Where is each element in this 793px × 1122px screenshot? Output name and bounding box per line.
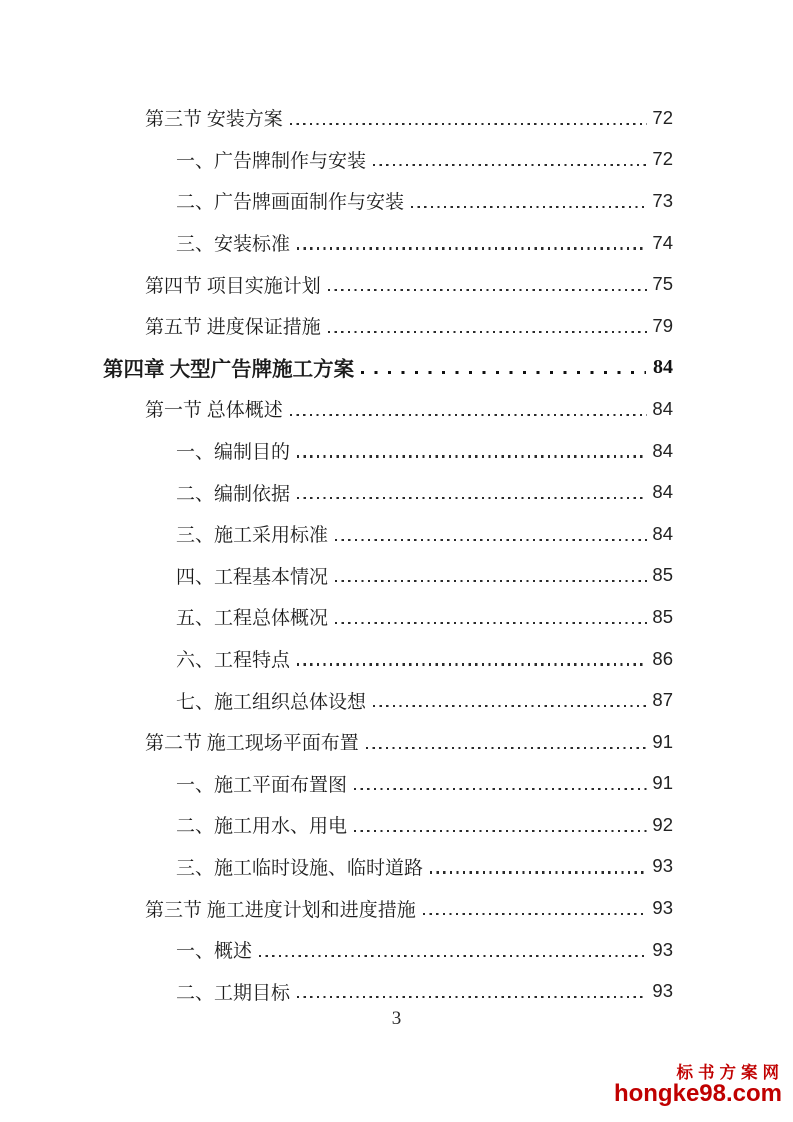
toc-list: [103, 97, 673, 1012]
toc-entry-page: 79: [652, 314, 673, 336]
dot-leader: [373, 705, 647, 707]
toc-entry[interactable]: [103, 846, 673, 888]
toc-entry[interactable]: [103, 263, 673, 305]
toc-entry[interactable]: [103, 763, 673, 805]
toc-entry-label: 七、施工组织总体设想: [176, 691, 367, 713]
toc-entry[interactable]: [103, 555, 673, 597]
toc-entry-label: 第四章 大型广告牌施工方案: [103, 359, 355, 382]
toc-entry-page: 84: [652, 481, 673, 503]
toc-entry[interactable]: [103, 679, 673, 721]
toc-entry-page: 74: [652, 231, 673, 253]
toc-entry[interactable]: [103, 513, 673, 555]
dot-leader: [423, 913, 648, 915]
dot-leader: [354, 788, 647, 790]
dot-leader: [328, 331, 648, 333]
toc-entry-label: 一、施工平面布置图: [176, 774, 348, 796]
dot-leader: [290, 414, 648, 416]
toc-entry-page: 93: [652, 855, 673, 877]
toc-entry-page: 93: [652, 938, 673, 960]
dot-leader: [430, 871, 647, 873]
toc-entry-page: 84: [652, 397, 673, 419]
toc-entry-label: 二、编制依据: [176, 483, 291, 505]
toc-entry-page: 84: [652, 522, 673, 544]
dot-leader: [335, 580, 647, 582]
footer-page-number: 3: [391, 1008, 402, 1029]
dot-leader: [361, 371, 646, 374]
toc-entry-label: 第一节 总体概述: [145, 400, 283, 422]
toc-entry[interactable]: [103, 596, 673, 638]
toc-entry-page: 91: [652, 730, 673, 752]
toc-entry-label: 四、工程基本情况: [176, 566, 329, 588]
toc-entry[interactable]: [103, 887, 673, 929]
dot-leader: [297, 497, 647, 499]
dot-leader: [297, 455, 647, 457]
toc-entry[interactable]: [103, 638, 673, 680]
watermark: [614, 1065, 782, 1107]
toc-entry-label: 三、安装标准: [176, 234, 291, 256]
toc-entry-label: 一、概述: [176, 941, 253, 963]
toc-entry[interactable]: [103, 180, 673, 222]
dot-leader: [335, 622, 647, 624]
toc-entry-page: 75: [652, 273, 673, 295]
dot-leader: [411, 206, 647, 208]
dot-leader: [328, 289, 648, 291]
toc-entry-label: 第四节 项目实施计划: [145, 275, 321, 297]
toc-entry[interactable]: [103, 139, 673, 181]
toc-entry-page: 93: [652, 980, 673, 1002]
toc-entry-label: 第二节 施工现场平面布置: [145, 733, 359, 755]
toc-entry-page: 93: [652, 897, 673, 919]
toc-entry-page: 92: [652, 813, 673, 835]
toc-entry[interactable]: [103, 388, 673, 430]
toc-entry-label: 二、施工用水、用电: [176, 816, 348, 838]
toc-entry[interactable]: [103, 305, 673, 347]
toc-entry-label: 二、广告牌画面制作与安装: [176, 192, 405, 214]
toc-entry[interactable]: [103, 97, 673, 139]
dot-leader: [297, 663, 647, 665]
dot-leader: [335, 539, 647, 541]
toc-entry-page: 85: [652, 605, 673, 627]
dot-leader: [259, 955, 647, 957]
toc-entry[interactable]: [103, 347, 673, 389]
toc-entry[interactable]: [103, 970, 673, 1012]
toc-entry-label: 五、工程总体概况: [176, 608, 329, 630]
toc-entry-page: 84: [653, 355, 673, 378]
toc-entry[interactable]: [103, 471, 673, 513]
toc-entry-page: 72: [652, 106, 673, 128]
toc-entry[interactable]: [103, 929, 673, 971]
dot-leader: [297, 247, 647, 249]
dot-leader: [366, 747, 648, 749]
toc-entry-page: 87: [652, 689, 673, 711]
toc-entry-label: 第五节 进度保证措施: [145, 317, 321, 339]
dot-leader: [290, 123, 648, 125]
toc-entry-page: 84: [652, 439, 673, 461]
toc-entry-label: 一、编制目的: [176, 442, 291, 464]
toc-entry-label: 六、工程特点: [176, 650, 291, 672]
toc-entry[interactable]: [103, 222, 673, 264]
toc-entry-page: 73: [652, 189, 673, 211]
toc-entry-page: 86: [652, 647, 673, 669]
toc-entry-page: 91: [652, 772, 673, 794]
toc-entry-label: 第三节 安装方案: [145, 109, 283, 131]
dot-leader: [297, 996, 647, 998]
toc-entry[interactable]: [103, 721, 673, 763]
dot-leader: [354, 830, 647, 832]
toc-entry-label: 三、施工采用标准: [176, 525, 329, 547]
toc-entry-page: 72: [652, 148, 673, 170]
toc-entry-label: 三、施工临时设施、临时道路: [176, 857, 424, 879]
dot-leader: [373, 164, 647, 166]
toc-entry[interactable]: [103, 804, 673, 846]
toc-entry-label: 二、工期目标: [176, 982, 291, 1004]
watermark-site-url: hongke98.com: [613, 1080, 782, 1108]
toc-entry[interactable]: [103, 430, 673, 472]
toc-entry-label: 第三节 施工进度计划和进度措施: [145, 899, 416, 921]
toc-entry-label: 一、广告牌制作与安装: [176, 150, 367, 172]
toc-entry-page: 85: [652, 564, 673, 586]
watermark-site-name: 标书方案网: [676, 1063, 784, 1082]
